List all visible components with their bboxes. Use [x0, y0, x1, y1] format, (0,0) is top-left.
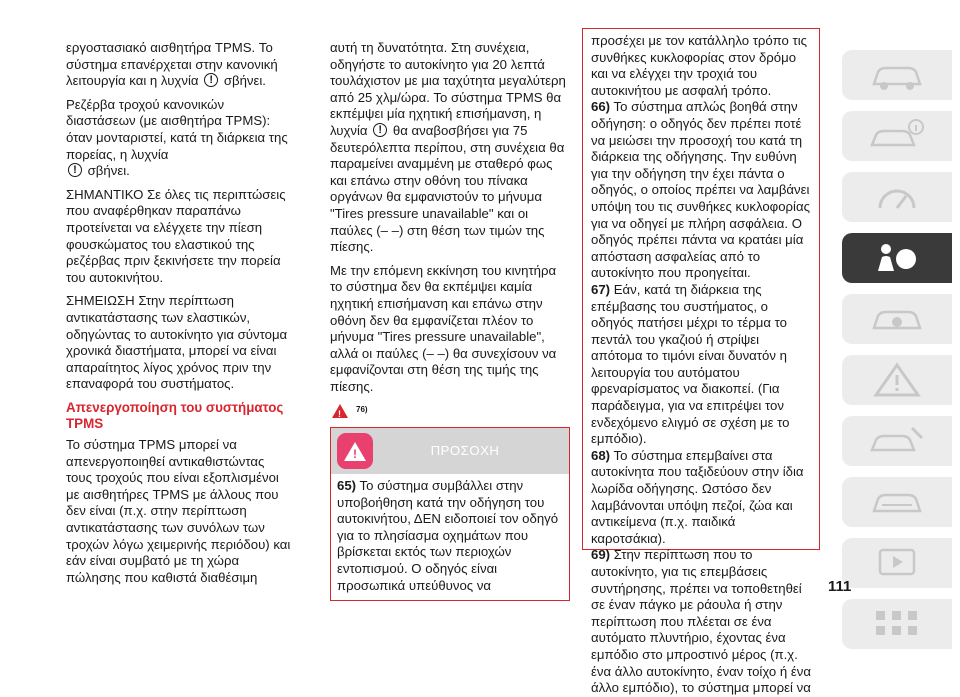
emergency-warning-icon[interactable]: [842, 355, 952, 405]
warning-triangle-icon: [332, 404, 348, 418]
page-number: 111: [828, 578, 852, 595]
dashboard-gauge-icon[interactable]: [842, 172, 952, 222]
tpms-warning-icon: [204, 73, 218, 87]
car-start-icon[interactable]: [842, 294, 952, 344]
caution-box-continued: [582, 28, 820, 696]
important-note: ΣΗΜΑΝΤΙΚΟ Σε όλες τις περιπτώσεις που αναφέρθηκαν παραπάνω προτείνεται να ελέγχετε την πίεση φουσκώματος του ελαστικού της ρεζέρβας πριν ξεκινήσετε την πορεία του αυτοκινήτου.: [66, 186, 286, 285]
index-icon[interactable]: [842, 599, 952, 649]
column-left: [66, 40, 292, 593]
caution-item-69: 69) Στην περίπτωση που το αυτοκίνητο, για τις επεμβάσεις συντήρησης, πρέπει να τοποθετηθεί σε έναν πάγκο με ράουλα ή στην περίπτωση που πλέεται σε ένα αυτόματο πλυντήριο, έχοντας ένα εμπόδιο στο μπροστινό μέρος (π.χ. ένα άλλο αυτοκίνητο, έναν τοίχο ή ένα άλλο εμπόδιο), το σύστημα μπορεί να: [591, 547, 812, 696]
paragraph: εργοστασιακό αισθητήρα TPMS. Το σύστημα επανέρχεται στην κανονική λειτουργία και η λυχνία ! σβήνει.: [66, 40, 292, 90]
paragraph: προσέχει με τον κατάλληλο τρόπο τις συνθήκες κυκλοφορίας στον δρόμο και να ελέγχει την τροχιά του αυτοκινήτου με ασφαλή τρόπο.: [591, 33, 807, 98]
safety-airbag-icon[interactable]: [842, 233, 952, 283]
caution-body: 65) Το σύστημα συμβάλλει στην υποβοήθηση κατά την οδήγηση του αυτοκινήτου, ΔΕΝ ειδοποιεί τον οδηγό για το πλησίασμα οχημάτων που βρίσκεται εκτός των περιοχών εντοπισμού. Ο οδηγός είναι προσωπικά υπεύθυνος να: [337, 478, 559, 593]
warning-reference: ! 76): [332, 402, 570, 419]
caution-header: [331, 428, 569, 474]
caution-item-68: 68) Το σύστημα επεμβαίνει στα αυτοκίνητα που ταξιδεύουν στην ίδια λωρίδα οδήγησης. Ωστόσο δεν λαμβάνονται υπόψη πεζοί, ζώα και αντικείμενα (π.χ. παιδικά καροτσάκια).: [591, 447, 804, 546]
technical-data-icon[interactable]: [842, 477, 952, 527]
paragraph: Με την επόμενη εκκίνηση του κινητήρα το σύστημα δεν θα εκπέμψει καμία ηχητική επισήμανση και επάνω στην οθόνη δεν θα εμφανίζεται πλέον το μήνυμα "Tires pressure unavailable", αλλά οι παύλες (– –) θα συνεχίσουν να εμφανίζονται στη θέση της τιμής της πίεσης.: [330, 262, 557, 394]
caution-item-66: 66) Το σύστημα απλώς βοηθά στην οδήγηση: ο οδηγός δεν πρέπει ποτέ να μειώσει την προσοχή του κατά τη διάρκεια της οδήγησης. Την ευθύνη για την οδήγηση την έχει πάντα ο οδηγός, ο οποίος πρέπει να λαμβάνει υπόψη του τις συνθήκες κυκλοφορίας για να οδηγεί με πλήρη ασφάλεια. Ο οδηγός πρέπει πάντα να κρατάει μία απόσταση ασφαλείας από το αυτοκίνητο που προηγείται.: [591, 99, 810, 281]
caution-title: ΠΡΟΣΟΧΗ: [430, 442, 500, 458]
car-info-icon[interactable]: [842, 111, 952, 161]
paragraph: Το σύστημα TPMS μπορεί να απενεργοποιηθεί αντικαθιστώντας τους τροχούς που είναι εξοπλισμένοι με αισθητήρες TPMS με άλλους που δεν είναι (π.χ. στην περίπτωση αντικατάστασης των συνόλων των τροχών λόγω χειμερινής περιόδου) και εάν είναι συμβατό με τη χώρα πώλησης που καθιστά διαθέσιμη: [66, 437, 291, 585]
caution-item-67: 67) Εάν, κατά τη διάρκεια της επέμβασης του συστήματος, ο οδηγός πατήσει μέχρι το τέρμα το πεντάλ του γκαζιού ή στρίψει απότομα το τιμόνι είναι δυνατόν η λειτουργία του αυτόματου φρεναρίσματος να διακοπεί. (Για παράδειγμα, για να επιτρέψει τον ενδεχόμενο ελιγμό σε σχέση με το εμπόδιο).: [591, 281, 790, 447]
caution-icon: [337, 433, 373, 469]
paragraph: Ρεζέρβα τροχού κανονικών διαστάσεων (με αισθητήρα TPMS): όταν μονταριστεί, κατά τη διάρκεια της πορείας, η λυχνία ! σβήνει.: [66, 97, 292, 180]
note: ΣΗΜΕΙΩΣΗ Στην περίπτωση αντικατάστασης των ελαστικών, οδηγώντας το αυτοκίνητο για σύντομα χρονικά διαστήματα, μπορεί να είναι απαραίτητος λίγος χρόνος πριν την επαναφορά του συστήματος.: [66, 293, 288, 392]
column-middle: [330, 40, 570, 601]
chapter-sidebar: [836, 50, 956, 660]
multimedia-icon[interactable]: [842, 538, 952, 588]
tpms-warning-icon: [68, 163, 82, 177]
section-heading: Απενεργοποίηση του συστήματος TPMS: [66, 399, 284, 432]
tpms-warning-icon: [373, 123, 387, 137]
caution-box: [330, 427, 570, 601]
car-service-icon[interactable]: [842, 416, 952, 466]
paragraph: αυτή τη δυνατότητα. Στη συνέχεια, οδηγήστε το αυτοκίνητο για 20 λεπτά τουλάχιστον με μια ταχύτητα μεγαλύτερη από 25 χλμ/ώρα. Το σύστημα TPMS θα εκπέμψει μία ηχητική επισήμανση, η λυχνία ! θα αναβοσβήσει για 75 δευτερόλεπτα περίπου, στη συνέχεια θα παραμείνει αναμμένη με σταθερό φως και επάνω στην οθόνη του πίνακα οργάνων θα εμφανιστούν το μήνυμα "Tires pressure unavailable" και οι παύλες (– –) στη θέση των τιμών της πίεσης.: [330, 40, 570, 256]
car-outline-icon[interactable]: [842, 50, 952, 100]
